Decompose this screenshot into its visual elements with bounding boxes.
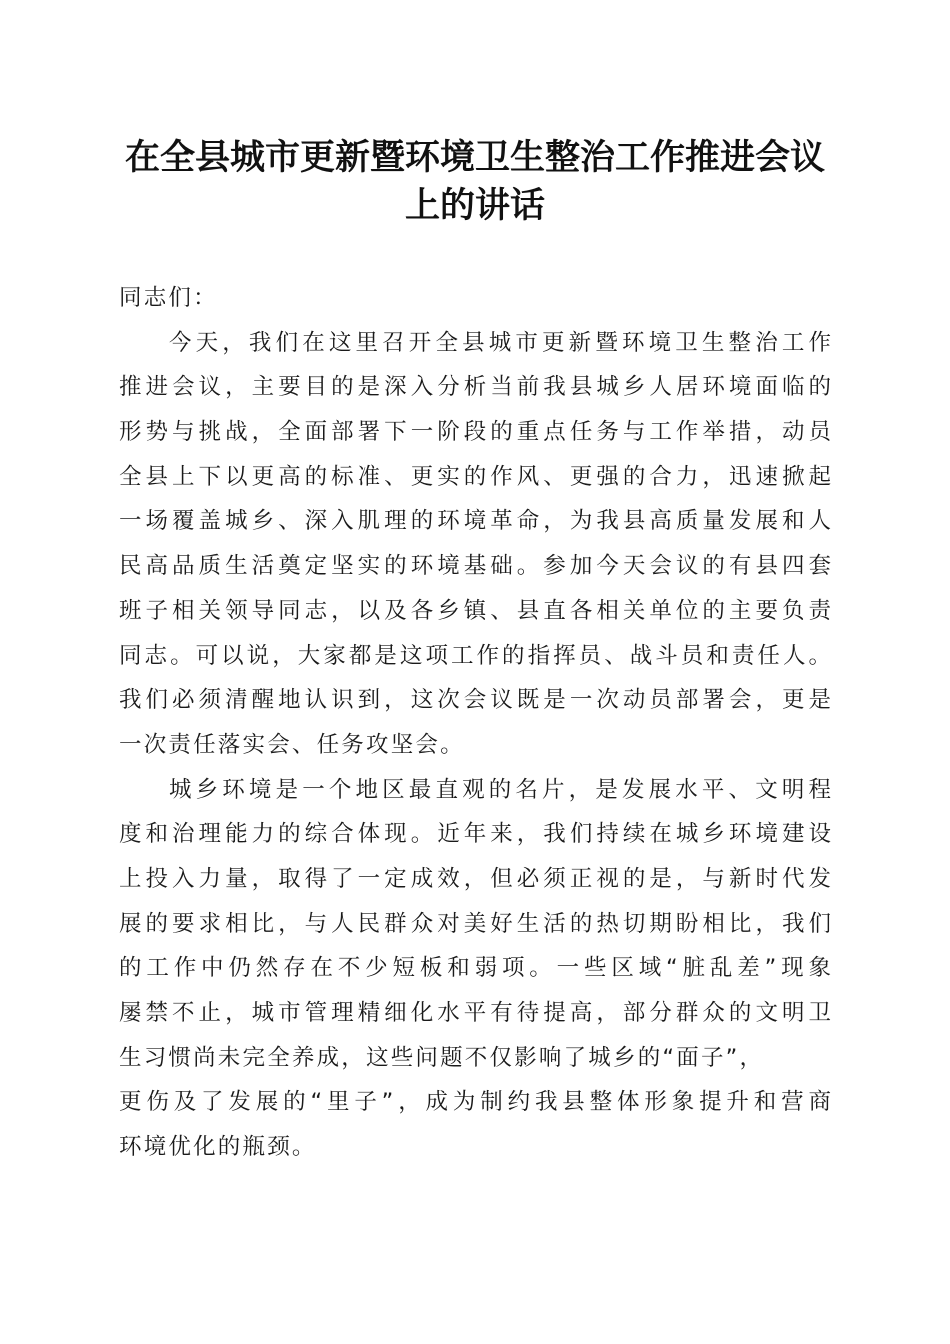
- paragraph-line: 同志。可以说，大家都是这项工作的指挥员、战斗员和责任人。: [119, 642, 831, 669]
- paragraph-1: [119, 321, 831, 768]
- paragraph-line: 全县上下以更高的标准、更实的作风、更强的合力，迅速掀起: [119, 463, 831, 490]
- title-line-2: 上的讲话: [404, 185, 545, 226]
- paragraph-line: 一次责任落实会、任务攻坚会。: [119, 731, 465, 758]
- document-title: [100, 134, 850, 230]
- paragraph-line: 更伤及了发展的“里子”，成为制约我县整体形象提升和营商: [119, 1089, 831, 1116]
- paragraph-line: 形势与挑战，全面部署下一阶段的重点任务与工作举措，动员: [119, 419, 831, 446]
- salutation: 同志们：: [119, 285, 218, 311]
- paragraph-line: 民高品质生活奠定坚实的环境基础。参加今天会议的有县四套: [119, 553, 831, 580]
- paragraph-line: 今天，我们在这里召开全县城市更新暨环境卫生整治工作: [169, 329, 831, 356]
- document-body: [119, 276, 831, 1170]
- title-line-1: 在全县城市更新暨环境卫生整治工作推进会议: [124, 137, 825, 178]
- paragraph-line: 班子相关领导同志，以及各乡镇、县直各相关单位的主要负责: [119, 597, 831, 624]
- paragraph-line: 城乡环境是一个地区最直观的名片，是发展水平、文明程: [169, 776, 831, 803]
- paragraph-line: 我们必须清醒地认识到，这次会议既是一次动员部署会，更是: [119, 687, 831, 714]
- paragraph-2: [119, 768, 831, 1170]
- paragraph-line: 推进会议，主要目的是深入分析当前我县城乡人居环境面临的: [119, 374, 831, 401]
- paragraph-line: 一场覆盖城乡、深入肌理的环境革命，为我县高质量发展和人: [119, 508, 831, 535]
- paragraph-line: 屡禁不止，城市管理精细化水平有待提高，部分群众的文明卫: [119, 1000, 831, 1026]
- paragraph-line: 的工作中仍然存在不少短板和弱项。一些区域“脏乱差”现象: [119, 955, 831, 982]
- paragraph-line: 生习惯尚未完全养成，这些问题不仅影响了城乡的“面子”，: [119, 1044, 765, 1071]
- paragraph-line: 度和治理能力的综合体现。近年来，我们持续在城乡环境建设: [119, 821, 831, 848]
- paragraph-line: 展的要求相比，与人民群众对美好生活的热切期盼相比，我们: [119, 910, 831, 937]
- paragraph-line: 上投入力量，取得了一定成效，但必须正视的是，与新时代发: [119, 865, 831, 892]
- paragraph-line: 环境优化的瓶颈。: [119, 1134, 317, 1161]
